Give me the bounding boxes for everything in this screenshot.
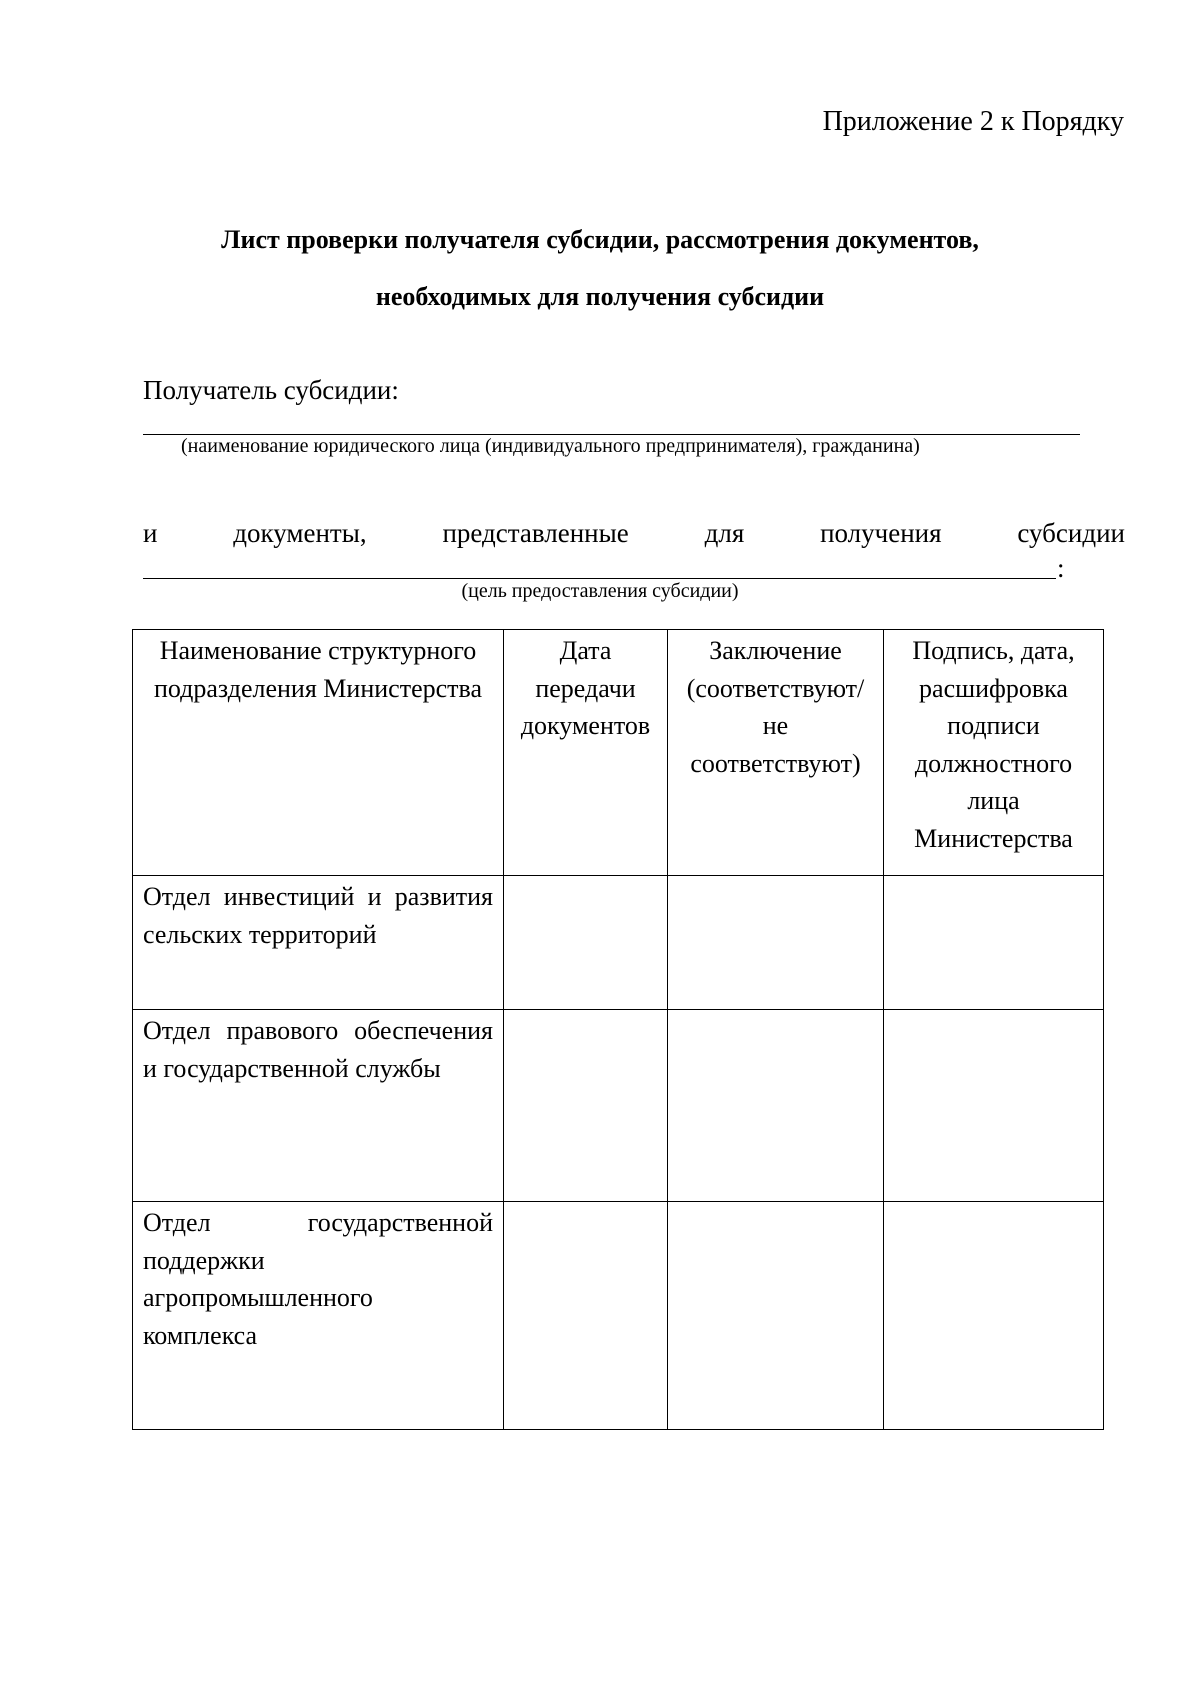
- transfer-date-cell[interactable]: [504, 1010, 668, 1202]
- purpose-blank-line[interactable]: [143, 578, 1056, 579]
- table-row: [133, 876, 1104, 1010]
- header-transfer-date: Дата передачи документов: [504, 630, 668, 876]
- signature-cell[interactable]: [884, 1202, 1104, 1430]
- transfer-date-cell[interactable]: [504, 1202, 668, 1430]
- table-row: [133, 1202, 1104, 1430]
- signature-cell[interactable]: [884, 876, 1104, 1010]
- department-cell: Отдел инвестиций и развития сельских территорий: [133, 876, 504, 1010]
- table-header-row: [133, 630, 1104, 876]
- documents-word: и: [143, 518, 158, 548]
- purpose-caption: (цель предоставления субсидии): [461, 580, 739, 602]
- department-cell: Отдел государственной поддержки агропромышленного комплекса: [133, 1202, 504, 1430]
- documents-word: представленные: [442, 518, 629, 548]
- header-department: Наименование структурного подразделения Министерства: [133, 630, 504, 876]
- transfer-date-cell[interactable]: [504, 876, 668, 1010]
- signature-cell[interactable]: [884, 1010, 1104, 1202]
- check-table: [132, 629, 1104, 1430]
- documents-word: для: [704, 518, 745, 548]
- conclusion-cell[interactable]: [668, 1202, 884, 1430]
- documents-word: субсидии: [1017, 518, 1125, 548]
- table-row: [133, 1010, 1104, 1202]
- appendix-label: Приложение 2 к Порядку: [822, 106, 1124, 137]
- document-title-line-1: Лист проверки получателя субсидии, рассмотрения документов,: [221, 225, 979, 254]
- recipient-label: Получатель субсидии:: [143, 375, 399, 405]
- recipient-caption: (наименование юридического лица (индивидуального предпринимателя), гражданина): [181, 435, 920, 457]
- purpose-colon: :: [1057, 553, 1065, 583]
- documents-statement: [143, 518, 1125, 549]
- header-conclusion: Заключение (соответствуют/ не соответствуют): [668, 630, 884, 876]
- documents-word: документы,: [233, 518, 367, 548]
- document-title-line-2: необходимых для получения субсидии: [375, 282, 825, 311]
- header-signature: Подпись, дата, расшифровка подписи должностного лица Министерства: [884, 630, 1104, 876]
- conclusion-cell[interactable]: [668, 1010, 884, 1202]
- department-cell: Отдел правового обеспечения и государственной службы: [133, 1010, 504, 1202]
- documents-word: получения: [820, 518, 942, 548]
- conclusion-cell[interactable]: [668, 876, 884, 1010]
